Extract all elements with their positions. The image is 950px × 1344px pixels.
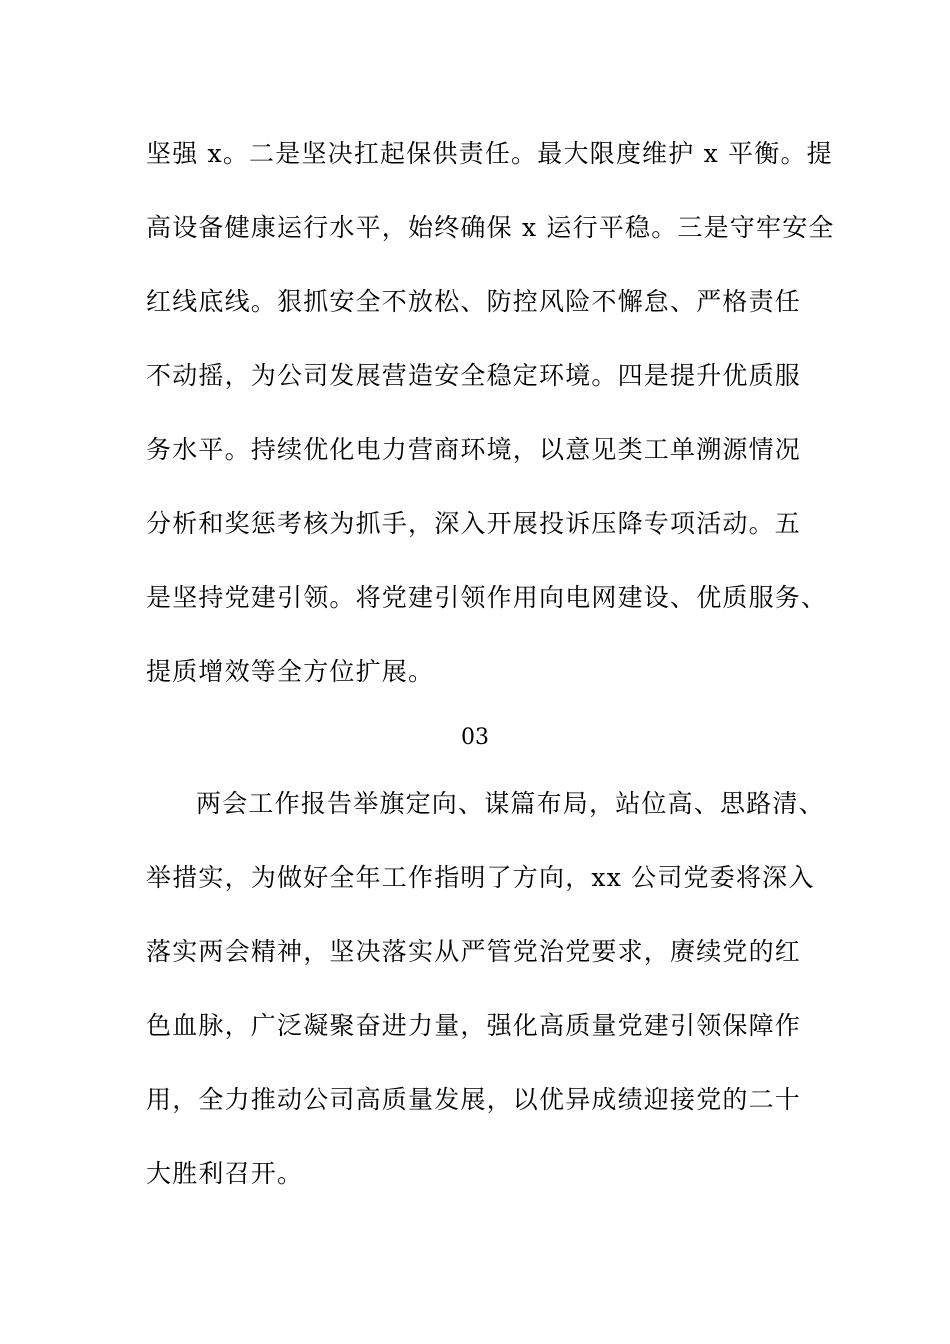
paragraph-line: 务水平。持续优化电力营商环境，以意见类工单溯源情况 [146,435,802,464]
section-number: 03 [461,725,489,750]
paragraph-line: 用，全力推动公司高质量发展，以优异成绩迎接党的二十 [146,1085,802,1114]
paragraph-line: 分析和奖惩考核为抓手，深入开展投诉压降专项活动。五 [146,509,802,538]
paragraph-line: 提质增效等全方位扩展。 [146,657,435,686]
paragraph-line: 红线底线。狠抓安全不放松、防控风险不懈怠、严格责任 [146,287,802,316]
paragraph-line: 大胜利召开。 [146,1159,304,1188]
paragraph-line: 落实两会精神，坚决落实从严管党治党要求，赓续党的红 [146,937,802,966]
paragraph-line: 坚强 x。二是坚决扛起保供责任。最大限度维护 x 平衡。提 [146,139,833,168]
paragraph-line: 高设备健康运行水平，始终确保 x 运行平稳。三是守牢安全 [146,213,835,242]
paragraph-line: 两会工作报告举旗定向、谋篇布局，站位高、思路清、 [196,789,825,818]
paragraph-line: 举措实，为做好全年工作指明了方向，xx 公司党委将深入 [146,863,815,892]
paragraph-line: 是坚持党建引领。将党建引领作用向电网建设、优质服务、 [146,583,828,612]
paragraph-line: 不动摇，为公司发展营造安全稳定环境。四是提升优质服 [146,361,802,390]
paragraph-line: 色血脉，广泛凝聚奋进力量，强化高质量党建引领保障作 [146,1011,802,1040]
